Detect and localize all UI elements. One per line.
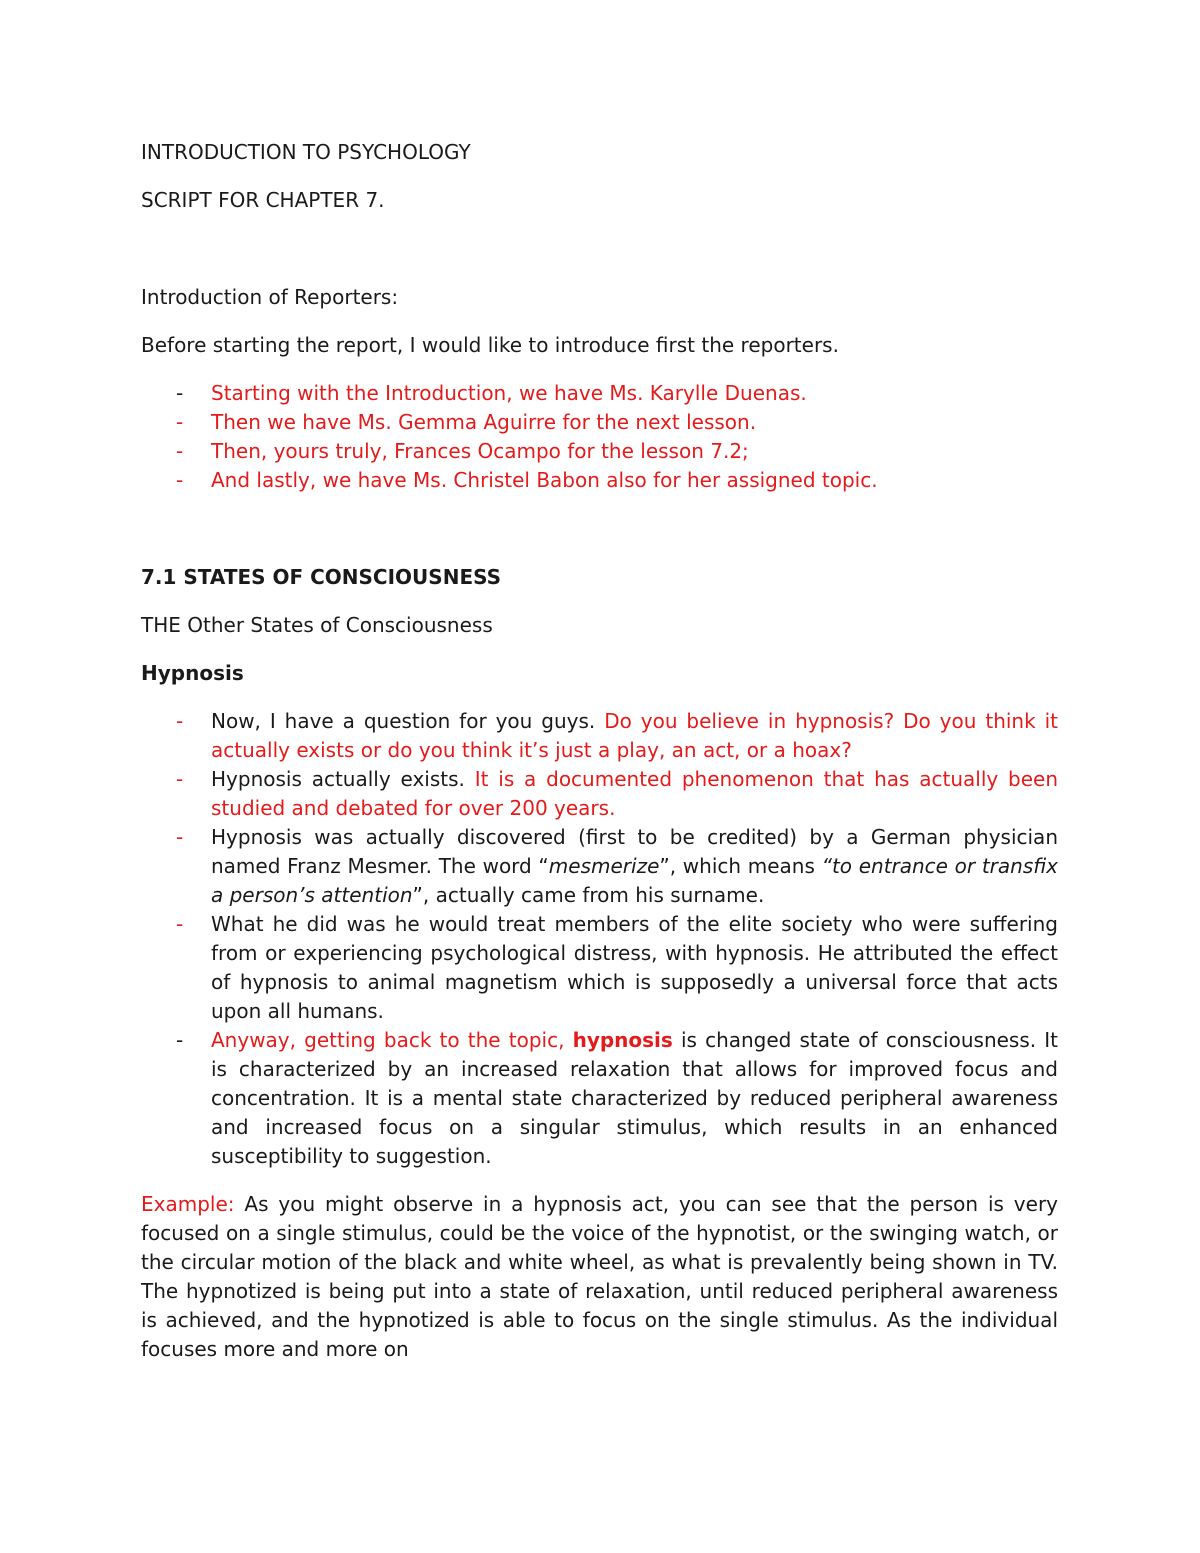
- bullet-text: Hypnosis was actually discovered (first to be credited) by a German physician named Franz Mesmer. The word “: [211, 825, 1058, 878]
- list-item: [141, 765, 1058, 823]
- list-item: [141, 379, 1058, 408]
- example-text: As you might observe in a hypnosis act, you can see that the person is very focused on a single stimulus, could be the voice of the hypnotist, or the swinging watch, or the circular motion of the black and white wheel, as what is prevalently being shown in TV. The hypnotized is being put into a state of relaxation, until reduced peripheral awareness is achieved, and the hypnotized is able to focus on the single stimulus. As the individual focuses more and more on: [141, 1192, 1058, 1361]
- bullet-bold-term: hypnosis: [572, 1028, 673, 1052]
- reporter-text: Starting with the Introduction, we have Ms. Karylle Duenas.: [211, 381, 807, 405]
- bullet-text: What he did was he would treat members of the elite society who were suffering from or experiencing psychological distress, with hypnosis. He attributed the effect of hypnosis to animal magnetism which is supposedly a universal force that acts upon all humans.: [211, 912, 1058, 1023]
- dash-marker: -: [176, 1028, 184, 1052]
- dash-marker: -: [176, 468, 184, 492]
- dash-marker: -: [176, 709, 184, 733]
- bullet-text: Now, I have a question for you guys.: [211, 709, 605, 733]
- list-item: [141, 466, 1058, 495]
- dash-marker: -: [176, 439, 184, 463]
- bullet-highlight: Anyway, getting back to the topic,: [211, 1028, 573, 1052]
- bullet-text: Hypnosis actually exists.: [211, 767, 475, 791]
- bullet-text: ”, which means: [659, 854, 822, 878]
- reporters-intro: Before starting the report, I would like to introduce first the reporters.: [141, 333, 839, 357]
- example-paragraph: [141, 1190, 1058, 1364]
- section-heading: 7.1 STATES OF CONSCIOUSNESS: [141, 565, 502, 589]
- dash-marker: -: [176, 825, 184, 849]
- reporter-text: Then we have Ms. Gemma Aguirre for the next lesson.: [211, 410, 757, 434]
- bullet-text: ”, actually came from his surname.: [412, 883, 765, 907]
- document-subtitle: SCRIPT FOR CHAPTER 7.: [141, 188, 385, 212]
- hypnosis-list: [141, 707, 1058, 1171]
- reporter-text: And lastly, we have Ms. Christel Babon also for her assigned topic.: [211, 468, 878, 492]
- list-item: [141, 1026, 1058, 1171]
- reporter-text: Then, yours truly, Frances Ocampo for the lesson 7.2;: [211, 439, 749, 463]
- reporters-list: [141, 379, 1058, 495]
- bullet-highlight: It is a documented phenomenon that has actually been studied and debated for over 200 years.: [211, 767, 1059, 820]
- list-item: [141, 437, 1058, 466]
- example-label: Example:: [141, 1192, 235, 1216]
- dash-marker: -: [176, 410, 184, 434]
- bullet-text: is changed state of consciousness. It is characterized by an increased relaxation that allows for improved focus and concentration. It is a mental state characterized by reduced peripheral awareness and increased focus on a singular stimulus, which results in an enhanced susceptibility to suggestion.: [211, 1028, 1059, 1168]
- list-item: [141, 910, 1058, 1026]
- section-subheading: THE Other States of Consciousness: [141, 613, 493, 637]
- dash-marker: -: [176, 767, 184, 791]
- dash-marker: -: [176, 912, 184, 936]
- dash-marker: -: [176, 381, 184, 405]
- list-item: [141, 823, 1058, 910]
- topic-heading: Hypnosis: [141, 661, 244, 685]
- document-title: INTRODUCTION TO PSYCHOLOGY: [141, 140, 471, 164]
- bullet-highlight: Do you believe in hypnosis? Do you think it actually exists or do you think it’s just a play, an act, or a hoax?: [211, 709, 1059, 762]
- list-item: [141, 707, 1058, 765]
- bullet-italic: “to entrance or transfix a person’s attention: [211, 854, 1058, 907]
- reporters-heading: Introduction of Reporters:: [141, 285, 399, 309]
- document-body: [141, 138, 1058, 1364]
- bullet-italic: mesmerize: [548, 854, 660, 878]
- list-item: [141, 408, 1058, 437]
